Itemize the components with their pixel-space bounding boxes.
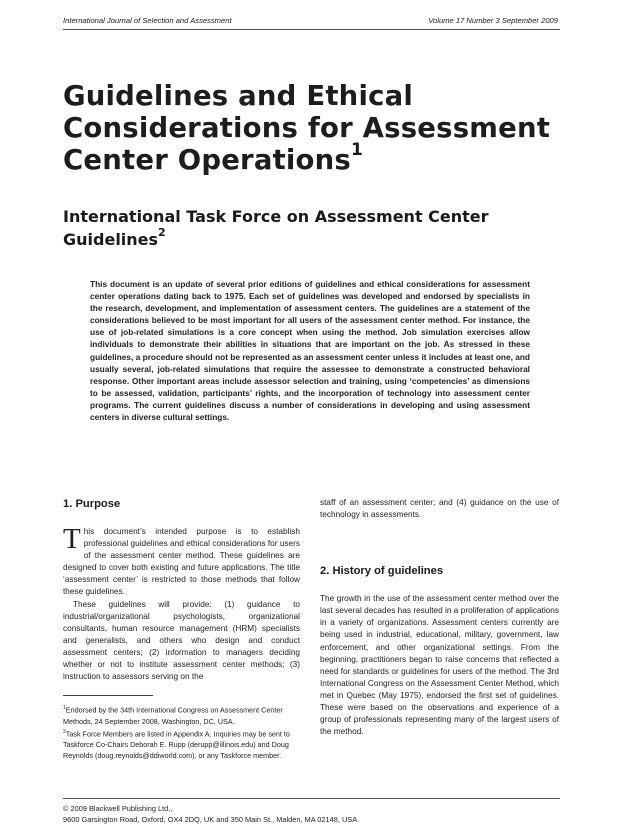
footnote-2-text: Task Force Members are listed in Appendix A. Inquiries may be sent to Taskforce Co-Chairs Deborah E. Rupp (derupp@illinois.edu) and Doug Reynolds (doug.reynolds@ddiworld.com), or any Taskforce member. [63,729,290,760]
section-1-paragraph-2-continued: staff of an assessment center; and (4) guidance on the use of technology in assessments. [320,498,559,520]
drop-cap: T [63,523,81,555]
header-rule [63,29,560,30]
footnote-rule [63,695,153,696]
footnote-2-mark: 2 [63,728,66,735]
page-footer [63,803,357,825]
article-title-text: Guidelines and Ethical Considerations for Assessment Center Operations [63,80,551,176]
article-authors [63,206,583,251]
footer-rule [63,798,560,799]
section-2-heading: 2. History of guidelines [320,565,444,578]
running-header-journal: International Journal of Selection and Assessment [63,16,232,25]
abstract: This document is an update of several prior editions of guidelines and ethical considerations for assessment center operations dating back to 1975. Each set of guidelines was developed and endorsed by specialists in the research, development, and implementation of assessment centers. The guidelines are a statement of the considerations believed to be most important for all users of the assessment center method. For instance, the use of job-related simulations is a core concept when using the method. Job simulation exercises allow individuals to demonstrate their abilities in situations that are important on the job. As stressed in these guidelines, a procedure should not be represented as an assessment center unless it includes at least one, and usually several, job-related simulations that require the assessee to demonstrate a constructed behavioral response. Other important areas include assessor selection and training, using ‘competencies’ as dimensions to be assessed, validation, participants’ rights, and the incorporation of technology into assessment center programs. The current guidelines discuss a number of considerations in developing and using assessment centers in diverse cultural settings. [90,279,530,423]
section-2-paragraph-1: The growth in the use of the assessment center method over the last several decades has resulted in a proliferation of applications in a variety of organizations. Assessment centers currently are being used in industrial, educational, military, government, law enforcement, and other organizational settings. From the beginning, practitioners began to raise concerns that reflected a need for standards or guidelines for users of the method. The 3rd International Congress on the Assessment Center Method, which met in Quebec (May 1975), endorsed the first set of guidelines. These were based on the observations and experience of a group of professionals representing many of the largest users of the method. [320,594,559,737]
section-spacer [320,521,559,564]
section-1-paragraph-2: These guidelines will provide: (1) guidance to industrial/organizational psychologists, organizational consultants, human resource management (HRM) specialists and generalists, and others who design and conduct assessment centers; (2) information to managers deciding whether or not to institute assessment center methods; (3) instruction to assessors serving on the [63,599,300,682]
publisher-address: 9600 Garsington Road, Oxford, OX4 2DQ, UK and 350 Main St., Malden, MA 02148, USA [63,815,358,824]
footnote-1 [63,703,300,726]
copyright-line: © 2009 Blackwell Publishing Ltd., [63,804,173,813]
left-column [63,497,300,761]
footnote-1-mark: 1 [63,705,66,712]
section-1-paragraph-1-text: his document’s intended purpose is to establish professional guidelines and ethical considerations for users of the assessment center method. These guidelines are designed to cover both existing and future applications. The title ‘assessment center’ is restricted to those methods that follow these guidelines. [63,527,300,597]
article-title [63,80,583,176]
right-column [320,497,559,738]
running-header-issue: Volume 17 Number 3 September 2009 [428,16,558,25]
footnote-1-text: Endorsed by the 34th International Congress on Assessment Center Methods, 24 September 2008, Washington, DC, USA. [63,705,283,726]
section-1-heading: 1. Purpose [63,498,121,510]
section-1-paragraph-1 [63,523,300,599]
title-footnote-mark: 1 [351,139,364,160]
footnote-2 [63,727,300,761]
authors-text: International Task Force on Assessment Center Guidelines [63,207,489,249]
authors-footnote-mark: 2 [158,226,166,240]
